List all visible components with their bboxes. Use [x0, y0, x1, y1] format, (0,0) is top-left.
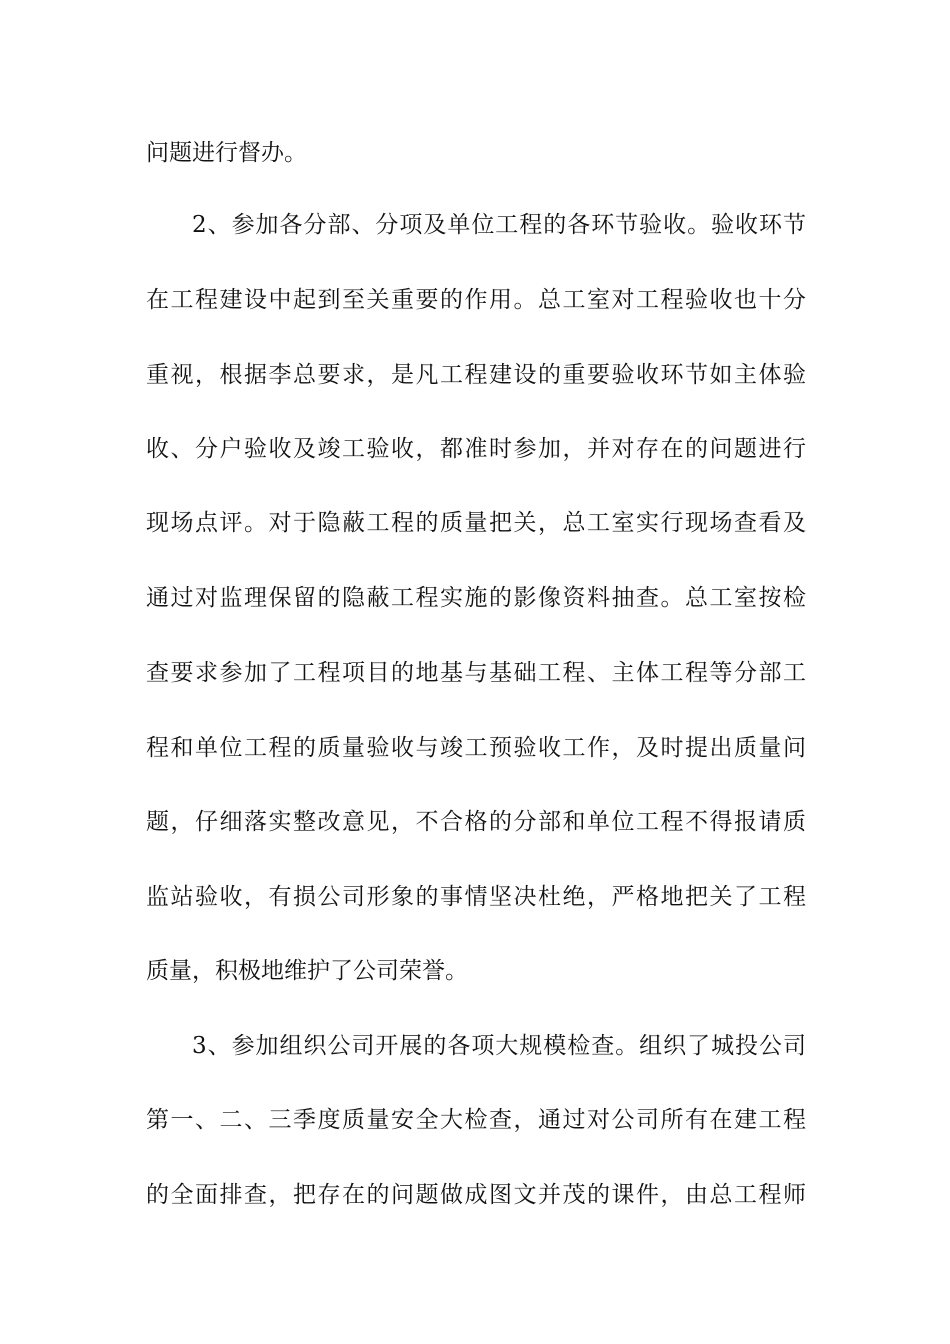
paragraph-line: 问题进行督办。 — [146, 140, 307, 166]
paragraph-line: 通过对监理保留的隐蔽工程实施的影像资料抽查。总工室按检 — [146, 585, 806, 611]
paragraph-line: 2、参加各分部、分项及单位工程的各环节验收。验收环节 — [192, 212, 806, 238]
paragraph-line: 程和单位工程的质量验收与竣工预验收工作，及时提出质量问 — [146, 735, 806, 761]
paragraph-line: 重视，根据李总要求，是凡工程建设的重要验收环节如主体验 — [146, 362, 806, 388]
paragraph-line: 质量，积极地维护了公司荣誉。 — [146, 958, 468, 984]
paragraph-line: 现场点评。对于隐蔽工程的质量把关，总工室实行现场查看及 — [146, 510, 806, 536]
paragraph-line: 查要求参加了工程项目的地基与基础工程、主体工程等分部工 — [146, 660, 806, 686]
paragraph-line: 收、分户验收及竣工验收，都准时参加，并对存在的问题进行 — [146, 436, 806, 462]
paragraph-line: 在工程建设中起到至关重要的作用。总工室对工程验收也十分 — [146, 287, 806, 313]
paragraph-line: 题，仔细落实整改意见，不合格的分部和单位工程不得报请质 — [146, 809, 806, 835]
paragraph-line: 3、参加组织公司开展的各项大规模检查。组织了城投公司 — [192, 1033, 806, 1059]
paragraph-line: 第一、二、三季度质量安全大检查，通过对公司所有在建工程 — [146, 1107, 806, 1133]
paragraph-line: 的全面排查，把存在的问题做成图文并茂的课件，由总工程师 — [146, 1182, 806, 1208]
paragraph-line: 监站验收，有损公司形象的事情坚决杜绝，严格地把关了工程 — [146, 884, 806, 910]
